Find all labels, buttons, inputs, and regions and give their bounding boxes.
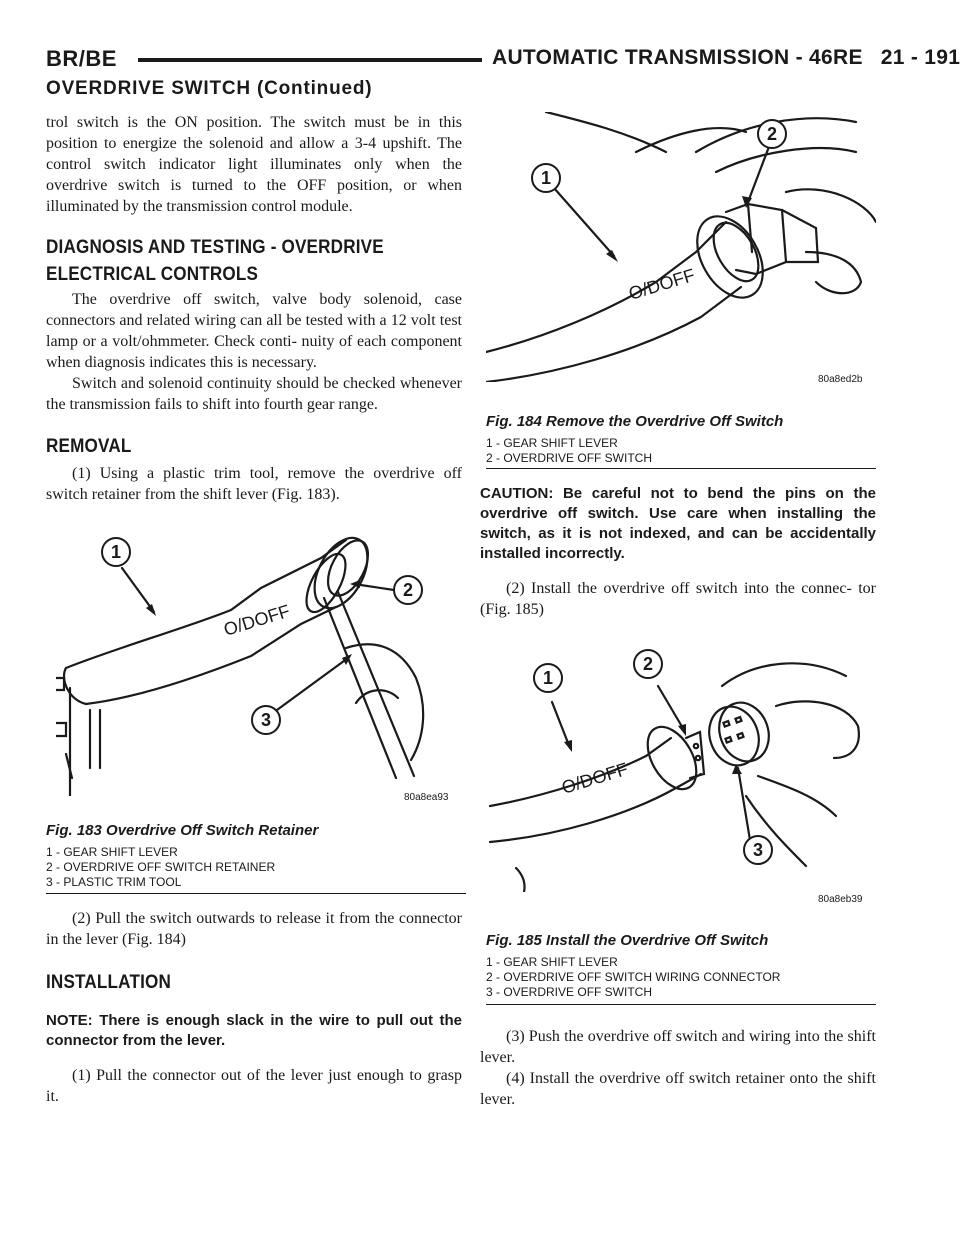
diagnosis-paragraph-2: Switch and solenoid continuity should be checked whenever the transmission fails to shift into fourth gear range. [46, 375, 462, 413]
fig183-caption-block [46, 822, 466, 890]
removal-heading: REMOVAL [46, 436, 132, 457]
fig183-caption: Fig. 183 Overdrive Off Switch Retainer [46, 822, 319, 839]
fig185-caption-block [486, 932, 876, 1000]
fig185-code: 80a8eb39 [818, 894, 863, 905]
section-continued-heading: OVERDRIVE SWITCH (Continued) [46, 78, 373, 99]
fig183-lever-label: O/DOFF [221, 600, 293, 640]
removal-step-2: (2) Pull the switch outwards to release it from the connector in the lever (Fig. 184) [46, 910, 462, 948]
fig185-caption: Fig. 185 Install the Overdrive Off Switch [486, 932, 769, 949]
caution-note: CAUTION: Be careful not to bend the pins on the overdrive off switch. Use care when installing the switch, as it is not indexed, and can be accidentally installed incorrectly. [480, 485, 876, 562]
removal-step-1: (1) Using a plastic trim tool, remove the overdrive off switch retainer from the shift lever (Fig. 183). [46, 465, 462, 503]
fig185-legend-1: 1 - GEAR SHIFT LEVER [486, 955, 618, 969]
fig183-code: 80a8ea93 [404, 792, 449, 803]
installation-step-4: (4) Install the overdrive off switch retainer onto the shift lever. [480, 1070, 876, 1108]
fig183-callout-2: 2 [402, 580, 414, 600]
fig183-legend-1: 1 - GEAR SHIFT LEVER [46, 845, 178, 859]
installation-heading: INSTALLATION [46, 972, 172, 993]
fig185-lever-label: O/DOFF [559, 758, 631, 798]
fig184-legend-1: 1 - GEAR SHIFT LEVER [486, 436, 618, 450]
fig183-callout-3: 3 [260, 710, 272, 730]
fig183-rule [46, 893, 466, 894]
figure-184-illustration [486, 112, 876, 382]
fig184-rule [486, 468, 876, 469]
fig184-callout-1: 1 [540, 168, 552, 188]
header-title: AUTOMATIC TRANSMISSION - 46RE [492, 46, 863, 69]
fig184-legend-2: 2 - OVERDRIVE OFF SWITCH [486, 451, 653, 465]
fig185-rule [486, 1004, 876, 1005]
installation-step-2: (2) Install the overdrive off switch into the connec- tor (Fig. 185) [480, 580, 876, 618]
installation-step-3: (3) Push the overdrive off switch and wiring into the shift lever. [480, 1028, 876, 1066]
left-column-top [46, 112, 462, 505]
header-rule [138, 58, 482, 62]
fig185-legend-3: 3 - OVERDRIVE OFF SWITCH [486, 985, 653, 999]
installation-note: NOTE: There is enough slack in the wire to pull out the connector from the lever. [46, 1012, 462, 1049]
fig183-legend-3: 3 - PLASTIC TRIM TOOL [46, 875, 182, 889]
fig184-caption-block [486, 413, 876, 466]
fig185-legend-2: 2 - OVERDRIVE OFF SWITCH WIRING CONNECTOR [486, 970, 781, 984]
diagnosis-paragraph-1: The overdrive off switch, valve body solenoid, case connectors and related wiring can all be tested with a 12 volt test lamp or a volt/ohmmeter. Check conti- nuity of each component when diagnosis indicates this is necessary. [46, 291, 462, 371]
fig183-legend-2: 2 - OVERDRIVE OFF SWITCH RETAINER [46, 860, 276, 874]
fig185-callout-3: 3 [752, 840, 764, 860]
figure-183-illustration [56, 528, 456, 796]
fig184-lever-label: O/DOFF [626, 264, 698, 304]
fig184-caption: Fig. 184 Remove the Overdrive Off Switch [486, 413, 784, 430]
right-column-mid [480, 484, 876, 620]
header-title-block [492, 46, 960, 70]
header-model: BR/BE [46, 46, 117, 71]
figure-185-illustration [486, 646, 876, 892]
fig185-callout-1: 1 [542, 668, 554, 688]
fig183-callout-1: 1 [110, 542, 122, 562]
fig184-code: 80a8ed2b [818, 374, 863, 385]
fig185-callout-2: 2 [642, 654, 654, 674]
right-column-bottom [480, 1026, 876, 1110]
page-number: 21 - 191 [880, 46, 960, 69]
intro-paragraph: trol switch is the ON position. The switch must be in this position to energize the solenoid and allow a 3-4 upshift. The control switch indicator light illuminates only when the overdrive switch is turned to the OFF position, or when illuminated by the transmission control module. [46, 114, 462, 215]
diagnosis-heading-line2: ELECTRICAL CONTROLS [46, 264, 259, 285]
left-column-bottom [46, 908, 462, 1107]
fig184-callout-2: 2 [766, 124, 778, 144]
diagnosis-heading-line1: DIAGNOSIS AND TESTING - OVERDRIVE [46, 237, 384, 258]
installation-step-1: (1) Pull the connector out of the lever just enough to grasp it. [46, 1067, 462, 1105]
